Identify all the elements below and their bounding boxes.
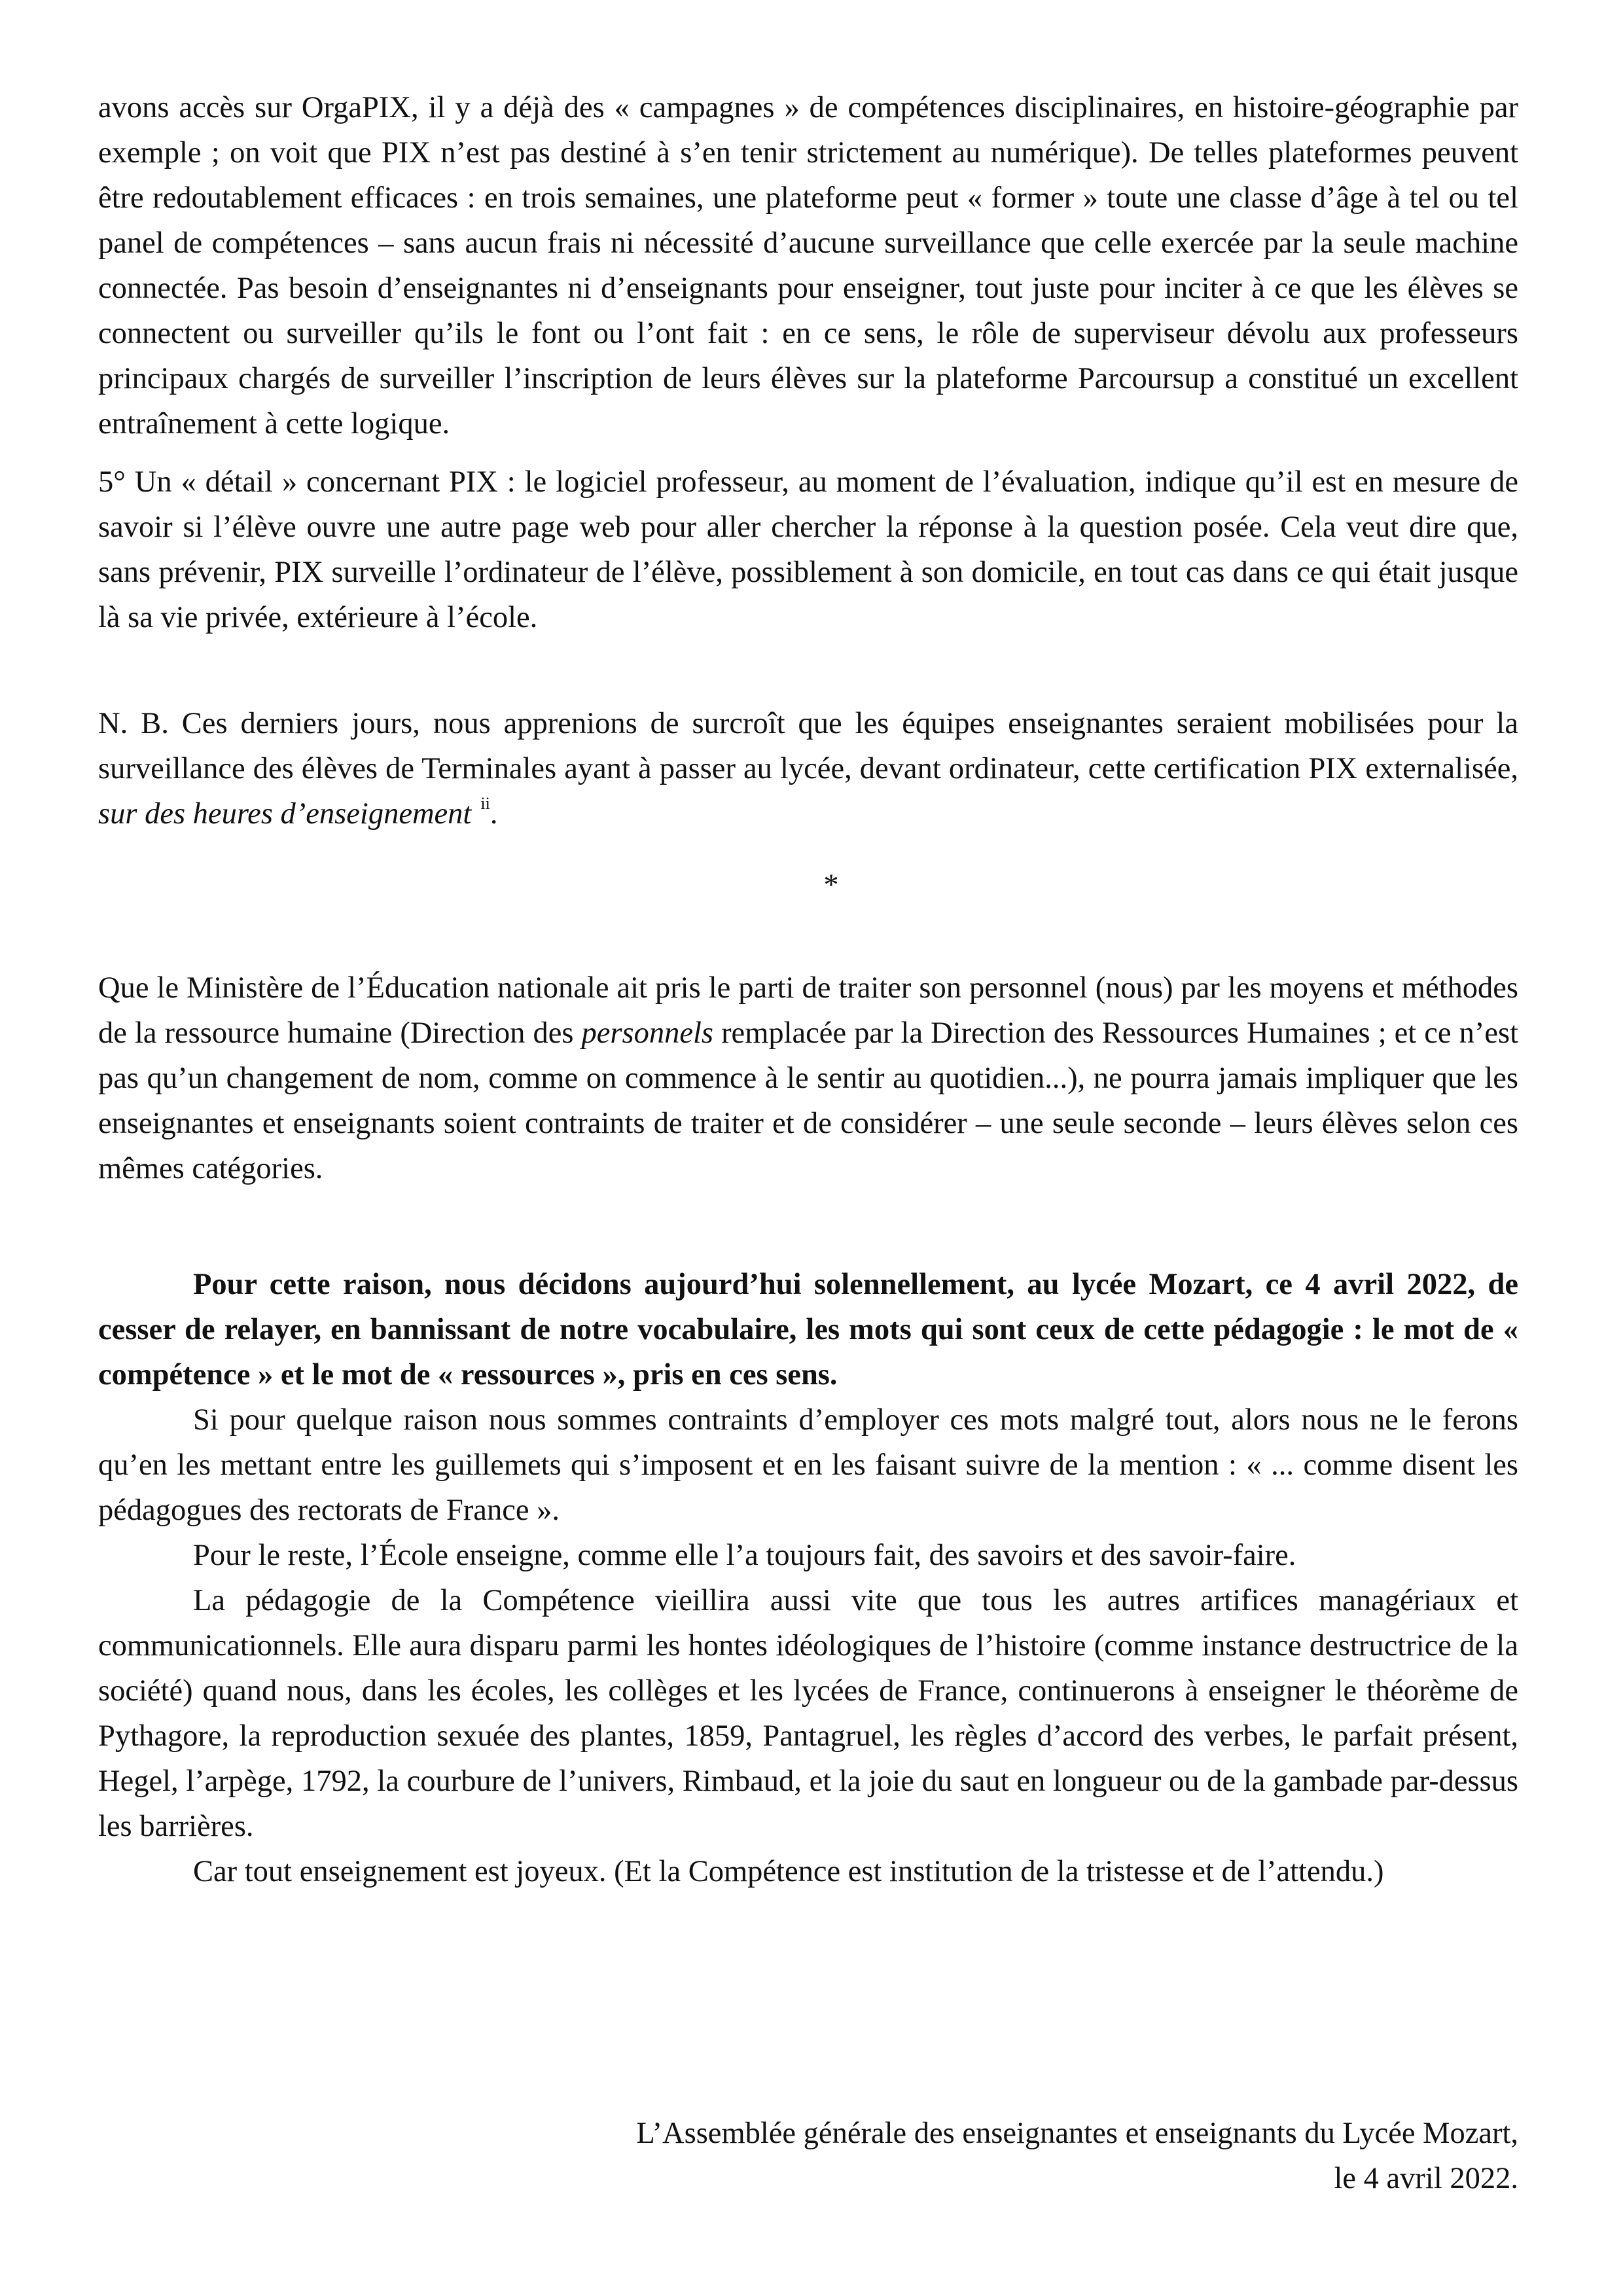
footnote-marker: ii [480,794,490,813]
paragraph-quotation-marks: Si pour quelque raison nous sommes contraints d’employer ces mots malgré tout, alors nous ne le ferons qu’en les mettant entre les guillemets qui s’imposent et en les faisant suivre de la mention : « ... comme disent les pédagogues des rectorats de France ». [98,1403,1518,1527]
paragraph-nota-bene [98,701,1518,836]
ministry-text-end: remplacée par la Direction des Ressources Humaines ; et ce n’est pas qu’un changement de nom, comme on commence à le sentir au quotidien...), ne pourra jamais impliquer que les enseignantes et enseignants soient contraints de traiter et de considérer – une seule seconde – leurs élèves selon ces mêmes catégories. [98,1016,1518,1185]
paragraph-joyful-teaching: Car tout enseignement est joyeux. (Et la Compétence est institution de la tristesse et de l’attendu.) [193,1855,1384,1888]
nota-bene-text: N. B. Ces derniers jours, nous apprenions de surcroît que les équipes enseignantes seraient mobilisées pour la surveillance des élèves de Terminales ayant à passer au lycée, devant ordinateur, cette certification PIX externalisée, [98,707,1518,785]
nota-bene-emphasis: sur des heures d’enseignement [98,797,472,831]
paragraph-pedagogy-ages: La pédagogie de la Compétence vieillira aussi vite que tous les autres artifices managériaux et communicationnels. Elle aura disparu parmi les hontes idéologiques de l’histoire (comme instance destructrice de la société) quand nous, dans les écoles, les collèges et les lycées de France, continuerons à enseigner le théorème de Pythagore, la reproduction sexuée des plantes, 1859, Pantagruel, les règles d’accord des verbes, le parfait présent, Hegel, l’arpège, 1792, la courbure de l’univers, Rimbaud, et la joie du saut en longueur ou de la gambade par-dessus les barrières. [98,1584,1518,1843]
paragraph-pix-detail: 5° Un « détail » concernant PIX : le logiciel professeur, au moment de l’évaluation, indique qu’il est en mesure de savoir si l’élève ouvre une autre page web pour aller chercher la réponse à la question posée. Cela veut dire que, sans prévenir, PIX surveille l’ordinateur de l’élève, possiblement à son domicile, en tout cas dans ce qui était jusque là sa vie privée, extérieure à l’école. [98,465,1518,634]
document-body [98,85,1518,1894]
paragraph-ministry [98,965,1518,1191]
paragraph-school-teaches: Pour le reste, l’École enseigne, comme elle l’a toujours fait, des savoirs et des savoir-faire. [193,1539,1296,1572]
paragraph-decision: Pour cette raison, nous décidons aujourd’hui solennellement, au lycée Mozart, ce 4 avril 2022, de cesser de relayer, en bannissant de notre vocabulaire, les mots qui sont ceux de cette pédagogie : le mot de « compétence » et le mot de « ressources », pris en ces sens. [98,1268,1518,1391]
nota-bene-end: . [490,797,498,831]
signature-author: L’Assemblée générale des enseignantes et enseignants du Lycée Mozart, [636,2117,1518,2150]
ministry-text-start: Que le Ministère de l’Éducation nationale ait pris le parti de traiter son personnel (nous) par les moyens et méthodes de la ressource humaine (Direction des [98,971,1518,1050]
paragraph-platforms: avons accès sur OrgaPIX, il y a déjà des « campagnes » de compétences disciplinaires, en histoire-géographie par exemple ; on voit que PIX n’est pas destiné à s’en tenir strictement au numérique). De telles plateformes peuvent être redoutablement efficaces : en trois semaines, une plateforme peut « former » toute une classe d’âge à tel ou tel panel de compétences – sans aucun frais ni nécessité d’aucune surveillance que celle exercée par la seule machine connectée. Pas besoin d’enseignantes ni d’enseignants pour enseigner, tout juste pour inciter à ce que les élèves se connectent ou surveiller qu’ils le font ou l’ont fait : en ce sens, le rôle de superviseur dévolu aux professeurs principaux chargés de surveiller l’inscription de leurs élèves sur la plateforme Parcoursup a constitué un excellent entraînement à cette logique. [98,91,1518,440]
section-separator: * [823,869,839,902]
signature-block [471,2111,1518,2201]
signature-date: le 4 avril 2022. [1334,2162,1518,2195]
ministry-emphasis: personnels [581,1016,714,1050]
